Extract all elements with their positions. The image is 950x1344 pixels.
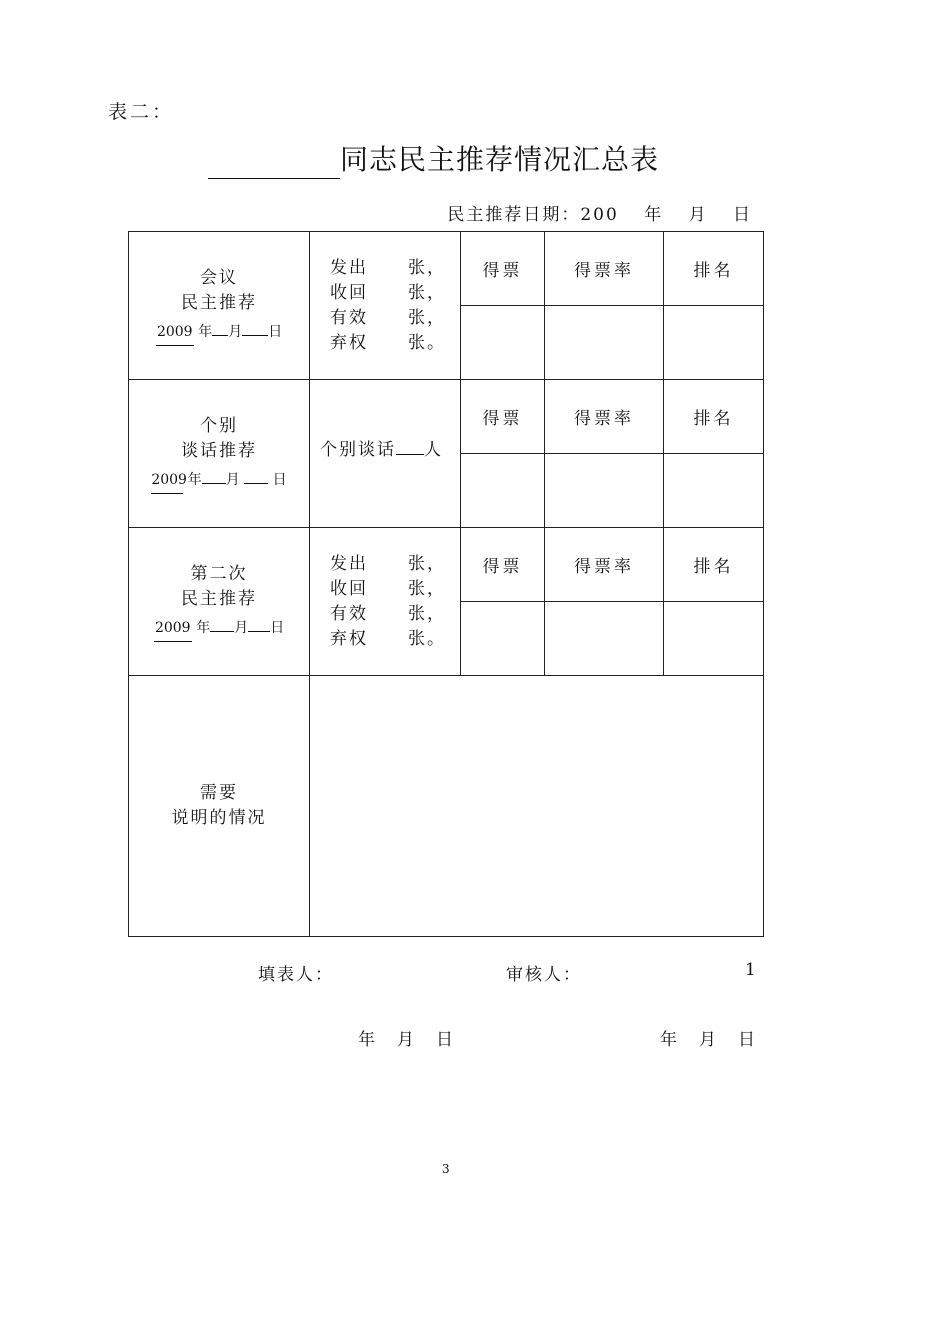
reviewer-label: 审核人：: [506, 965, 582, 985]
second-line2: 民主推荐: [181, 588, 257, 609]
vote-header: 得票: [461, 380, 545, 454]
ballot-valid: 有效: [330, 307, 368, 328]
rate-header: 得票率: [545, 232, 664, 306]
filler-date: [358, 1025, 475, 1050]
rank-header: 排名: [664, 232, 764, 306]
ballot-unit-end: 张。: [408, 628, 446, 649]
filler-day: 日: [436, 1030, 453, 1050]
second-yue: 月: [234, 619, 249, 636]
rate-value-cell[interactable]: [545, 306, 664, 380]
second-date: [129, 616, 309, 642]
individual-recommendation-cell: [129, 380, 310, 528]
individual-talk-prefix: 个别谈话: [320, 440, 396, 460]
second-ballot-cell: [310, 528, 461, 676]
meeting-nian: 年: [198, 323, 213, 340]
filler-month: 月: [397, 1030, 414, 1050]
filler-label: 填表人：: [258, 965, 334, 985]
individual-ri: 日: [272, 471, 287, 488]
meeting-ballot-cell: [310, 232, 461, 380]
ballot-unit: 张，: [408, 603, 446, 624]
name-blank-line: [208, 178, 340, 179]
rate-value-cell[interactable]: [545, 602, 664, 676]
meeting-line2: 民主推荐: [181, 292, 257, 313]
individual-talk-cell: [310, 380, 461, 528]
summary-table: [128, 231, 764, 937]
notes-line2: 说明的情况: [171, 808, 267, 828]
ballot-unit: 张，: [408, 578, 446, 599]
ballot-unit: 张，: [408, 257, 446, 278]
page-number: 3: [442, 1162, 450, 1176]
reviewer-date: [660, 1025, 777, 1050]
meeting-yue: 月: [228, 323, 243, 340]
reviewer-month: 月: [699, 1030, 716, 1050]
ballot-returned: 收回: [330, 282, 368, 303]
vote-header: 得票: [461, 528, 545, 602]
individual-date: [129, 468, 309, 494]
second-ri: 日: [270, 619, 285, 636]
individual-yue: 月: [225, 471, 240, 488]
second-line1: 第二次: [190, 563, 248, 584]
meeting-date: [129, 320, 309, 346]
second-year: 2009: [154, 616, 192, 642]
rate-value-cell[interactable]: [545, 454, 664, 528]
notes-content-cell[interactable]: [310, 676, 764, 937]
notes-label-cell: [129, 676, 310, 937]
meeting-recommendation-cell: [129, 232, 310, 380]
second-recommendation-cell: [129, 528, 310, 676]
reviewer-day: 日: [738, 1030, 755, 1050]
vote-value-cell[interactable]: [461, 454, 545, 528]
individual-talk-unit: 人: [424, 440, 443, 460]
ballot-issued: 发出: [330, 553, 368, 574]
rank-header: 排名: [664, 528, 764, 602]
rank-value-cell[interactable]: [664, 602, 764, 676]
rate-header: 得票率: [545, 528, 664, 602]
table-label: 表二：: [108, 101, 175, 123]
date-year: 年: [644, 205, 664, 225]
recommendation-date: [447, 200, 752, 225]
date-month: 月: [688, 205, 708, 225]
ballot-valid: 有效: [330, 603, 368, 624]
ballot-unit: 张，: [408, 553, 446, 574]
rank-value-cell[interactable]: [664, 306, 764, 380]
rank-value-cell[interactable]: [664, 454, 764, 528]
meeting-year: 2009: [156, 320, 194, 346]
individual-year: 2009: [151, 468, 183, 494]
notes-line1: 需要: [200, 783, 238, 803]
vote-value-cell[interactable]: [461, 306, 545, 380]
meeting-line1: 会议: [200, 267, 238, 288]
filler-year: 年: [358, 1030, 375, 1050]
ballot-unit: 张，: [408, 307, 446, 328]
vote-header: 得票: [461, 232, 545, 306]
ballot-unit: 张，: [408, 282, 446, 303]
ballot-abstain: 弃权: [330, 628, 368, 649]
individual-line2: 谈话推荐: [181, 440, 257, 461]
individual-line1: 个别: [200, 415, 238, 436]
ballot-unit-end: 张。: [408, 332, 446, 353]
second-nian: 年: [196, 619, 211, 636]
date-prefix: 民主推荐日期：200: [447, 205, 619, 225]
rate-header: 得票率: [545, 380, 664, 454]
stray-number: 1: [745, 960, 756, 980]
vote-value-cell[interactable]: [461, 602, 545, 676]
rank-header: 排名: [664, 380, 764, 454]
ballot-returned: 收回: [330, 578, 368, 599]
reviewer-year: 年: [660, 1030, 677, 1050]
date-day: 日: [733, 205, 752, 225]
ballot-issued: 发出: [330, 257, 368, 278]
page-title: 同志民主推荐情况汇总表: [340, 143, 660, 176]
ballot-abstain: 弃权: [330, 332, 368, 353]
meeting-ri: 日: [268, 323, 283, 340]
individual-nian: 年: [187, 471, 202, 488]
